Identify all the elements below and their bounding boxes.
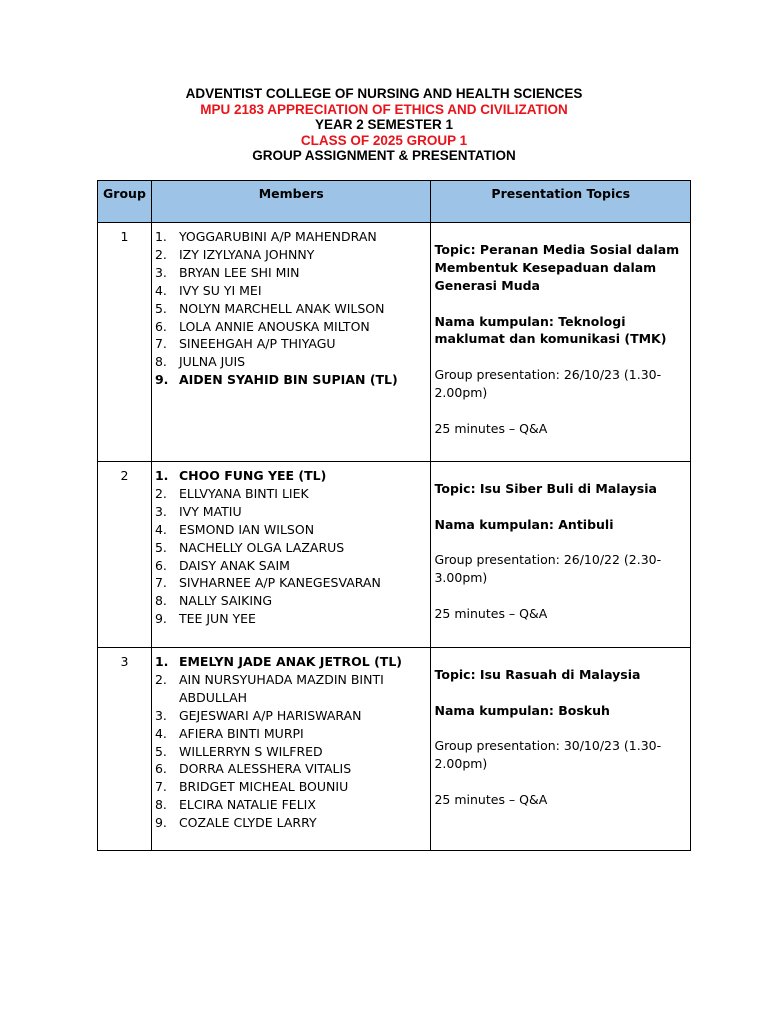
list-item	[155, 707, 427, 725]
list-item	[155, 318, 427, 336]
member-name: ELLVYANA BINTI LIEK	[178, 485, 309, 501]
presentation-duration: 25 minutes – Q&A	[434, 792, 548, 808]
table-row	[98, 648, 691, 851]
member-name: ESMOND IAN WILSON	[178, 521, 315, 537]
column-header-members: Members	[151, 181, 431, 223]
member-name: DORRA ALESSHERA VITALIS	[178, 761, 352, 777]
list-number: 9.	[154, 815, 167, 831]
list-number: 5.	[154, 539, 167, 555]
member-name: IVY MATIU	[178, 503, 242, 519]
presentation-date: Group presentation: 26/10/23 (1.30-2.00pm)	[434, 367, 662, 401]
member-list	[155, 228, 427, 389]
topics-cell	[431, 648, 691, 851]
list-item	[155, 671, 427, 707]
list-number: 8.	[154, 593, 167, 609]
list-number: 4.	[154, 725, 167, 741]
member-name: AIDEN SYAHID BIN SUPIAN (TL)	[178, 372, 398, 388]
member-name: SINEEHGAH A/P THIYAGU	[178, 336, 336, 352]
member-name: ELCIRA NATALIE FELIX	[178, 797, 316, 813]
list-item	[155, 282, 427, 300]
list-item	[155, 557, 427, 575]
member-name: EMELYN JADE ANAK JETROL (TL)	[178, 654, 402, 669]
member-name: GEJESWARI A/P HARISWARAN	[178, 707, 362, 723]
list-number: 7.	[154, 575, 167, 591]
list-item	[155, 760, 427, 778]
list-item	[155, 264, 427, 282]
list-item	[155, 353, 427, 371]
member-name: BRYAN LEE SHI MIN	[178, 264, 300, 280]
member-name: NALLY SAIKING	[178, 593, 273, 609]
assignment-title: GROUP ASSIGNMENT & PRESENTATION	[252, 148, 516, 163]
presentation-date: Group presentation: 26/10/22 (2.30-3.00pm)	[434, 552, 662, 586]
column-header-topics: Presentation Topics	[431, 181, 691, 223]
member-name: DAISY ANAK SAIM	[178, 557, 290, 573]
column-header-group: Group	[98, 181, 152, 223]
list-item-team-leader	[155, 467, 427, 485]
list-item	[155, 300, 427, 318]
list-item	[155, 503, 427, 521]
list-number: 6.	[154, 557, 167, 573]
document-header	[0, 86, 768, 164]
member-name: NACHELLY OLGA LAZARUS	[178, 539, 345, 555]
member-list	[155, 467, 427, 628]
list-number: 4.	[154, 521, 167, 537]
list-number: 2.	[154, 246, 167, 262]
list-item	[155, 335, 427, 353]
topics-cell	[431, 223, 691, 462]
member-name: NOLYN MARCHELL ANAK WILSON	[178, 300, 385, 316]
member-name: WILLERRYN S WILFRED	[178, 743, 323, 759]
year-semester: YEAR 2 SEMESTER 1	[314, 117, 454, 132]
table-row	[98, 462, 691, 648]
group-number: 3	[98, 648, 152, 851]
member-name: CHOO FUNG YEE (TL)	[178, 468, 327, 483]
list-item	[155, 521, 427, 539]
list-number: 1.	[154, 229, 167, 244]
list-number: 4.	[154, 282, 167, 298]
list-number: 7.	[154, 779, 167, 795]
assignment-table	[97, 180, 691, 851]
presentation-duration: 25 minutes – Q&A	[434, 606, 548, 622]
list-number: 9.	[154, 611, 167, 627]
list-item	[155, 814, 427, 832]
presentation-duration: 25 minutes – Q&A	[434, 420, 548, 436]
list-number: 9.	[154, 372, 169, 388]
list-item	[155, 743, 427, 761]
member-name: LOLA ANNIE ANOUSKA MILTON	[178, 318, 370, 334]
member-name: BRIDGET MICHEAL BOUNIU	[178, 779, 349, 795]
group-name: Nama kumpulan: Teknologi maklumat dan komunikasi (TMK)	[434, 313, 667, 347]
members-cell	[151, 462, 431, 648]
member-list	[155, 653, 427, 832]
table-header-row	[98, 181, 691, 223]
list-number: 3.	[154, 707, 167, 723]
list-number: 1.	[154, 654, 169, 669]
group-name: Nama kumpulan: Antibuli	[434, 516, 614, 532]
list-number: 5.	[154, 743, 167, 759]
group-name: Nama kumpulan: Boskuh	[434, 702, 610, 718]
list-item	[155, 246, 427, 264]
list-item-team-leader	[155, 371, 427, 389]
members-cell	[151, 223, 431, 462]
table-row	[98, 223, 691, 462]
list-item	[155, 592, 427, 610]
list-item	[155, 485, 427, 503]
list-number: 2.	[154, 671, 167, 687]
list-number: 1.	[154, 468, 169, 483]
list-item	[155, 778, 427, 796]
member-name: IZY IZYLYANA JOHNNY	[178, 246, 315, 262]
list-item-team-leader	[155, 653, 427, 671]
topic-title: Topic: Peranan Media Sosial dalam Membentuk Kesepaduan dalam Generasi Muda	[434, 241, 680, 293]
list-number: 6.	[154, 318, 167, 334]
member-name: COZALE CLYDE LARRY	[178, 815, 317, 831]
list-item	[155, 610, 427, 628]
list-number: 2.	[154, 485, 167, 501]
list-number: 7.	[154, 336, 167, 352]
list-item	[155, 539, 427, 557]
member-name: AFIERA BINTI MURPI	[178, 725, 304, 741]
list-number: 3.	[154, 503, 167, 519]
list-item	[155, 574, 427, 592]
course-title: MPU 2183 APPRECIATION OF ETHICS AND CIVILIZATION	[200, 101, 568, 117]
list-number: 8.	[154, 354, 167, 370]
class-group: CLASS OF 2025 GROUP 1	[300, 132, 468, 148]
list-item	[155, 228, 427, 246]
list-number: 3.	[154, 264, 167, 280]
topic-title: Topic: Isu Rasuah di Malaysia	[434, 666, 641, 682]
group-number: 2	[98, 462, 152, 648]
group-number: 1	[98, 223, 152, 462]
list-number: 5.	[154, 300, 167, 316]
member-name: SIVHARNEE A/P KANEGESVARAN	[178, 575, 381, 591]
list-number: 8.	[154, 797, 167, 813]
member-name: TEE JUN YEE	[178, 611, 256, 627]
member-name: AIN NURSYUHADA MAZDIN BINTI ABDULLAH	[178, 671, 384, 705]
list-item	[155, 725, 427, 743]
member-name: IVY SU YI MEI	[178, 282, 262, 298]
member-name: JULNA JUIS	[178, 354, 246, 370]
members-cell	[151, 648, 431, 851]
list-item	[155, 796, 427, 814]
list-number: 6.	[154, 761, 167, 777]
member-name: YOGGARUBINI A/P MAHENDRAN	[178, 229, 377, 244]
topics-cell	[431, 462, 691, 648]
college-name: ADVENTIST COLLEGE OF NURSING AND HEALTH SCIENCES	[185, 86, 583, 101]
topic-title: Topic: Isu Siber Buli di Malaysia	[434, 480, 657, 496]
presentation-date: Group presentation: 30/10/23 (1.30-2.00pm)	[434, 738, 662, 772]
